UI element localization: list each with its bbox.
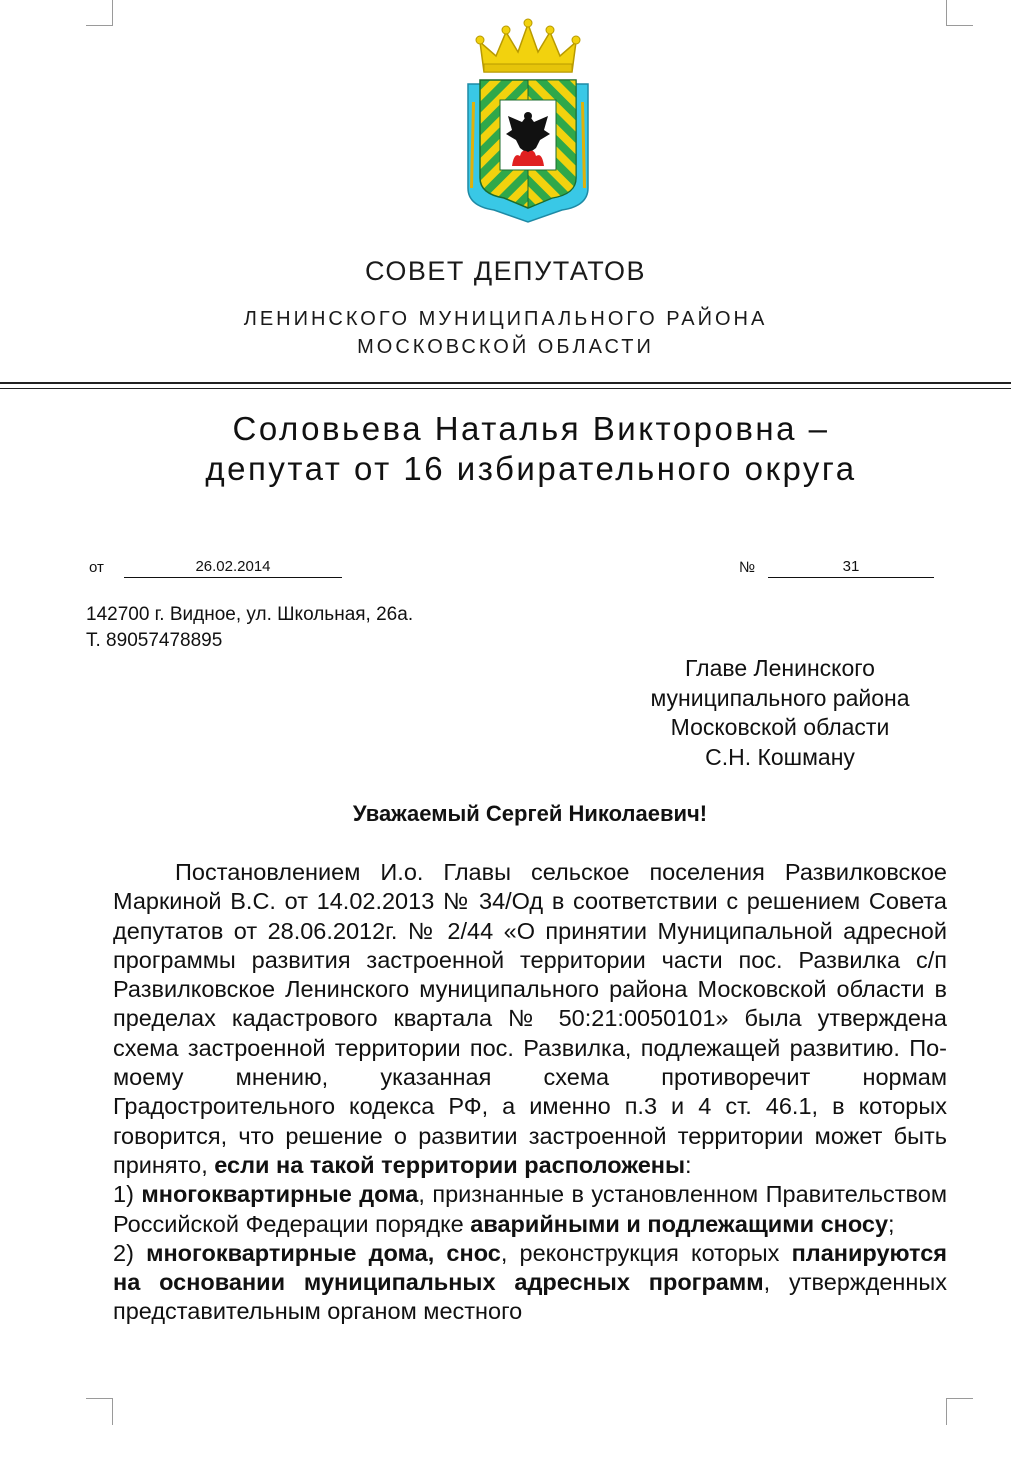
crop-mark-top-left-v (112, 0, 113, 26)
salutation: Уважаемый Сергей Николаевич! (352, 801, 708, 826)
district-line: ЛЕНИНСКОГО МУНИЦИПАЛЬНОГО РАЙОНА (243, 308, 768, 330)
deputy-name: Соловьева Наталья Викторовна – (232, 410, 830, 447)
date-underline (124, 577, 342, 578)
paragraph-1: Постановлением И.о. Главы сельское поселения Развилковское Маркиной В.С. от 14.02.2013 № 34/Од в соответствии с решением Совета депутатов от 28.06.2012г. № 2/44 «О принятии Муниципальной адресной программы развития застроенной территории части пос. Развилка с/п Развилковское Ленинского муниципального района Московской области в пределах кадастрового квартала № 50:21:0050101» была утверждена схема застроенной территории пос. Развилка, подлежащей развитию. По-моему мнению, указанная схема противоречит нормам Градостроительного кодекса РФ, а именно п.3 и 4 ст. 46.1, в которых говорится, что решение о развитии застроенной территории может быть принято, если на такой территории расположены: (113, 859, 947, 1178)
recipient-line: Главе Ленинского (685, 655, 875, 681)
region-line: МОСКОВСКОЙ ОБЛАСТИ (357, 336, 654, 358)
crop-mark-bottom-right-h (946, 1398, 973, 1399)
number-underline (768, 577, 934, 578)
coat-of-arms-icon (462, 18, 594, 223)
letter-body (113, 858, 947, 1327)
number-label: № (739, 559, 756, 576)
sender-phone: Т. 89057478895 (86, 630, 223, 651)
sender-address: 142700 г. Видное, ул. Школьная, 26а. (86, 604, 414, 625)
date-label: от (89, 559, 104, 576)
crown-icon (476, 19, 580, 72)
list-item-2: 2) многоквартирные дома, снос, реконструкция которых планируются на основании муниципальных адресных программ, утвержденных представительным органом местного (113, 1239, 948, 1325)
recipient-line: С.Н. Кошману (705, 743, 855, 770)
recipient-line: муниципального района (650, 684, 910, 711)
list-item-1: 1) многоквартирные дома, признанные в установленном Правительством Российской Федерации порядке аварийными и подлежащими сносу; (113, 1181, 947, 1237)
council-title: СОВЕТ ДЕПУТАТОВ (364, 256, 647, 286)
crop-mark-bottom-left-h (86, 1398, 113, 1399)
crop-mark-top-right-h (946, 25, 973, 26)
recipient-line: Московской области (670, 714, 890, 740)
deputy-district: депутат от 16 избирательного округа (205, 450, 857, 487)
date-value: 26.02.2014 (195, 558, 271, 575)
header-rule-thick (0, 382, 1011, 384)
crop-mark-top-right-v (946, 0, 947, 26)
recipient-block (600, 654, 960, 772)
number-value: 31 (842, 558, 860, 575)
crop-mark-bottom-left-v (112, 1398, 113, 1425)
crop-mark-bottom-right-v (946, 1398, 947, 1425)
crop-mark-top-left-h (86, 25, 113, 26)
header-rule-thin (0, 388, 1011, 389)
